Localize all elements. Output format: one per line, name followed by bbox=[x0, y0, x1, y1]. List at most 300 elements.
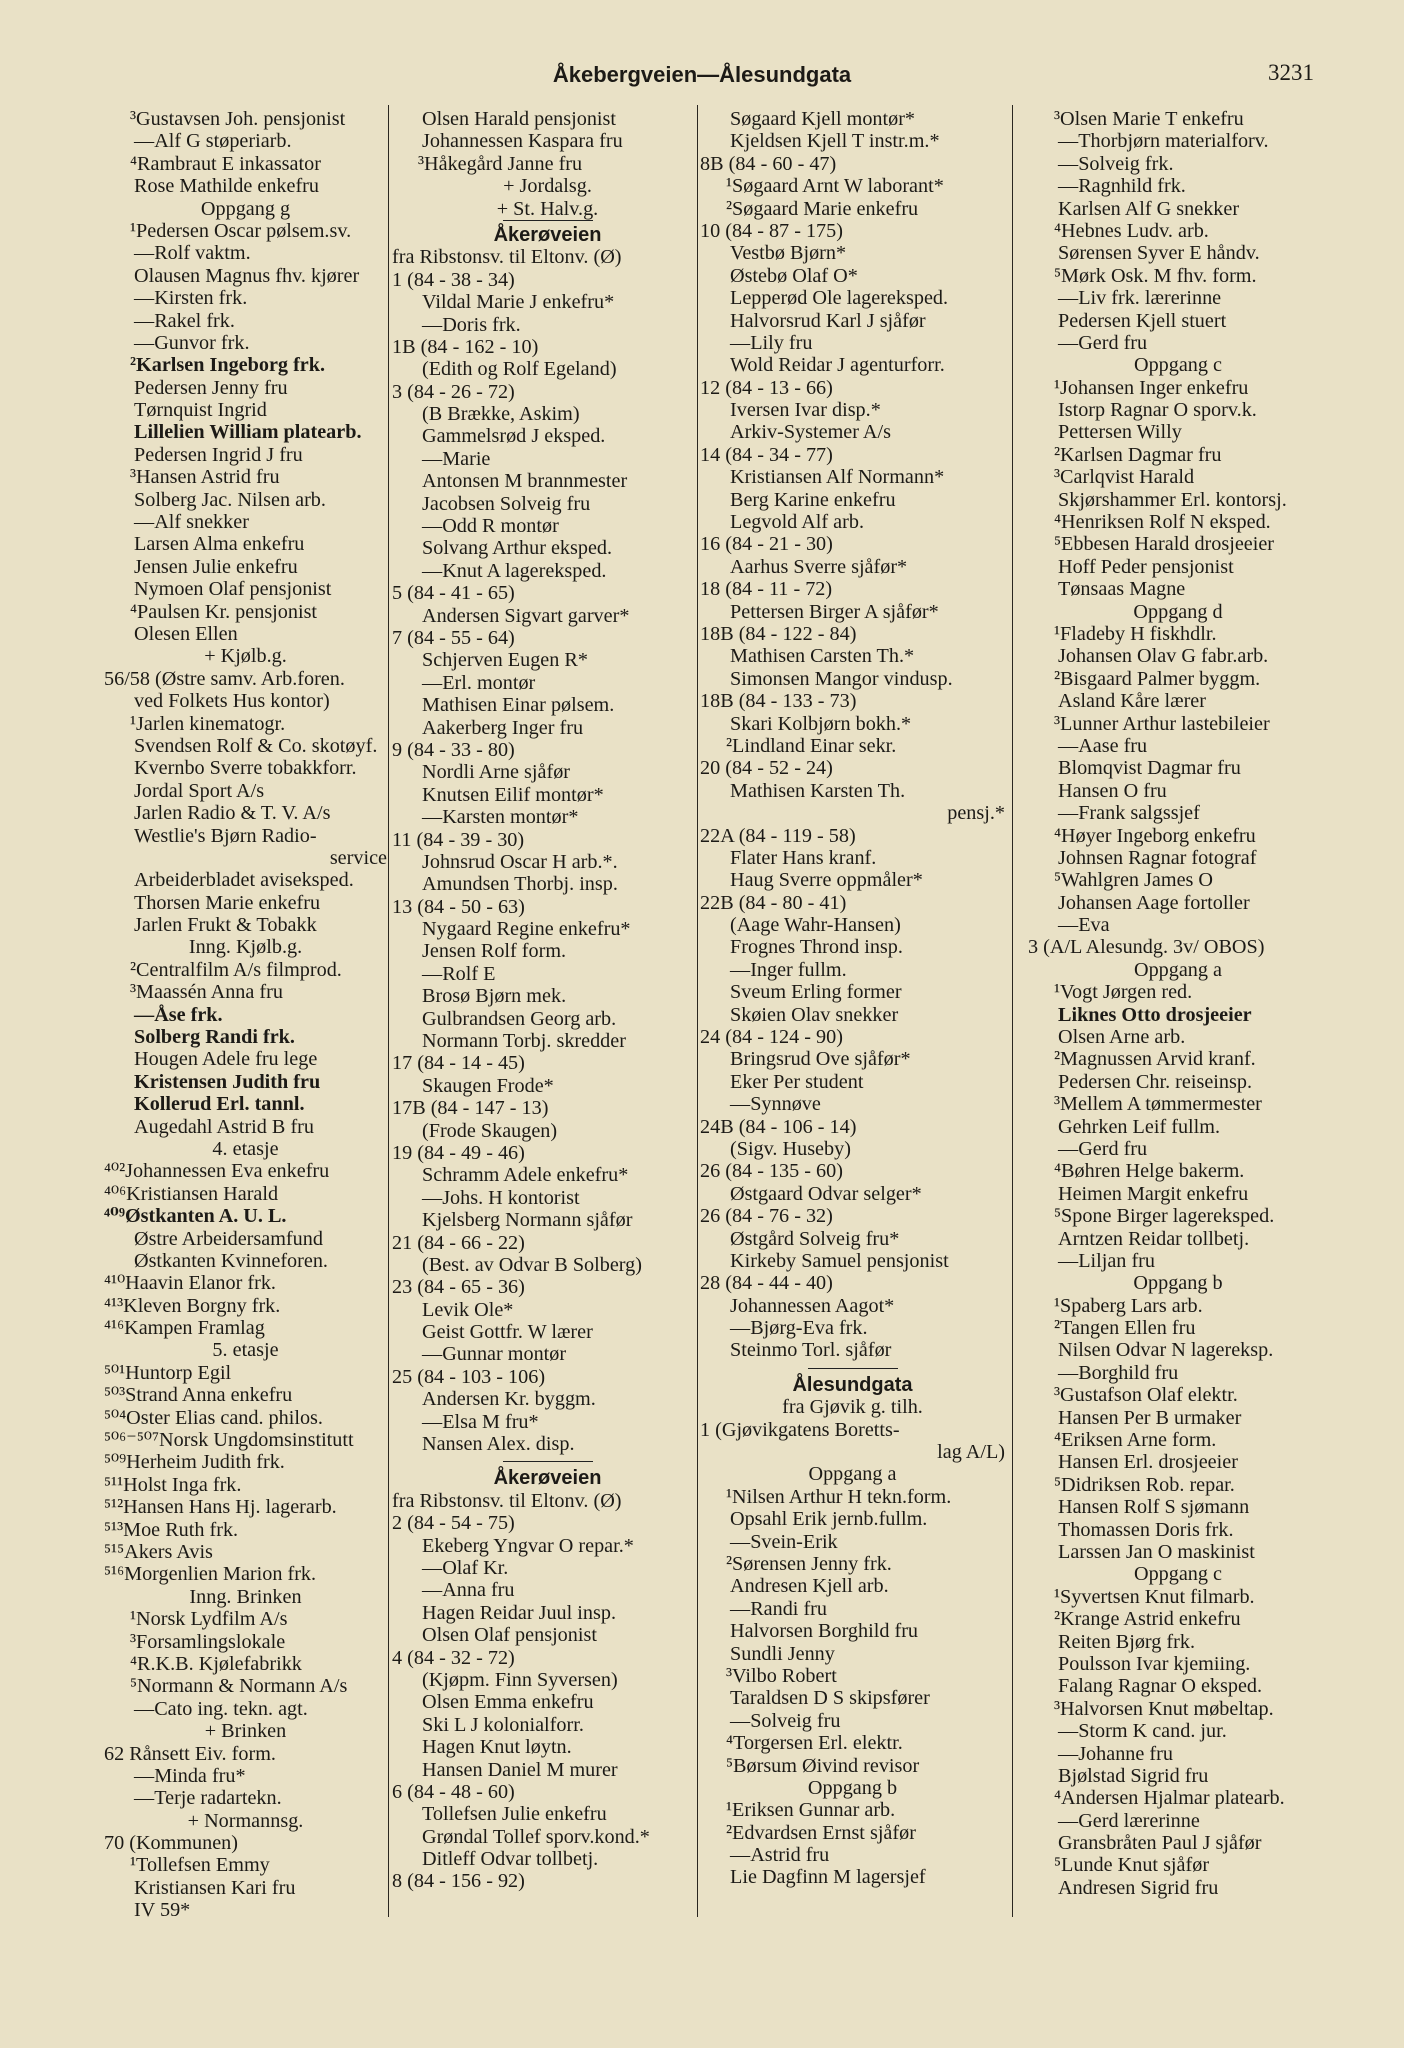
directory-column-3 bbox=[700, 108, 1005, 1889]
directory-entry: ¹Fladeby H fiskhdlr. bbox=[1054, 622, 1217, 645]
directory-entry: ⁵Lunde Knut sjåfør bbox=[1054, 1854, 1210, 1877]
directory-entry: Andersen Sigvart garver* bbox=[422, 604, 630, 627]
directory-entry: Jarlen Radio & T. V. A/s bbox=[134, 802, 331, 825]
directory-entry: ³Gustafson Olaf elektr. bbox=[1054, 1384, 1238, 1407]
directory-entry: Olsen Olaf pensjonist bbox=[422, 1624, 597, 1647]
section-label: Inng. Brinken bbox=[189, 1585, 302, 1608]
directory-entry: 19 (84 - 49 - 46) bbox=[392, 1141, 525, 1164]
directory-entry: Steinmo Torl. sjåfør bbox=[730, 1339, 892, 1362]
directory-entry: 3 (84 - 26 - 72) bbox=[392, 380, 515, 403]
directory-entry: Wold Reidar J agenturforr. bbox=[730, 354, 945, 377]
directory-entry: —Gerd fru bbox=[1058, 331, 1148, 354]
directory-entry: Antonsen M brannmester bbox=[422, 470, 628, 493]
directory-entry: (B Brække, Askim) bbox=[422, 403, 580, 426]
directory-entry: Poulsson Ivar kjemiing. bbox=[1058, 1652, 1251, 1675]
directory-entry: Nygaard Regine enkefru* bbox=[422, 918, 631, 941]
directory-entry: —Terje radartekn. bbox=[134, 1787, 282, 1810]
directory-entry: ²Sørensen Jenny frk. bbox=[726, 1553, 892, 1575]
directory-entry: Svendsen Rolf & Co. skotøyf. bbox=[134, 734, 378, 757]
directory-entry: Vestbø Bjørn* bbox=[730, 242, 847, 265]
column-divider bbox=[388, 105, 389, 1917]
directory-entry: 22A (84 - 119 - 58) bbox=[700, 824, 856, 847]
page-number: 3231 bbox=[1268, 60, 1314, 85]
directory-entry: Olesen Ellen bbox=[134, 622, 238, 645]
directory-entry: Skøien Olav snekker bbox=[730, 1003, 899, 1026]
directory-entry: 9 (84 - 33 - 80) bbox=[392, 738, 515, 761]
directory-entry: Kvernbo Sverre tobakkforr. bbox=[134, 757, 357, 780]
directory-entry: Kristensen Judith fru bbox=[134, 1070, 321, 1093]
directory-entry: —Randi fru bbox=[730, 1597, 827, 1620]
directory-entry: 4 (84 - 32 - 72) bbox=[392, 1646, 515, 1669]
directory-entry: ⁵¹⁵Akers Avis bbox=[104, 1541, 213, 1563]
directory-entry: Olsen Harald pensjonist bbox=[422, 108, 616, 130]
directory-entry: 24B (84 - 106 - 14) bbox=[700, 1115, 857, 1138]
directory-entry: ⁵Mørk Osk. M fhv. form. bbox=[1054, 264, 1257, 287]
directory-entry: Jensen Rolf form. bbox=[422, 940, 567, 963]
directory-entry: ⁵¹⁶Morgenlien Marion frk. bbox=[104, 1563, 317, 1586]
directory-entry: Nordli Arne sjåfør bbox=[422, 761, 571, 784]
directory-entry: Pettersen Willy bbox=[1058, 421, 1182, 444]
section-label: Oppgang a bbox=[808, 1463, 897, 1486]
directory-entry: Thomassen Doris frk. bbox=[1058, 1518, 1234, 1541]
directory-entry: —Gunnar montør bbox=[422, 1343, 567, 1366]
directory-entry: ¹Spaberg Lars arb. bbox=[1054, 1294, 1203, 1317]
directory-entry: Thorsen Marie enkefru bbox=[134, 891, 321, 914]
directory-entry: ¹Søgaard Arnt W laborant* bbox=[726, 175, 944, 198]
directory-entry: Bringsrud Ove sjåfør* bbox=[730, 1048, 911, 1071]
directory-entry: ⁴Henriksen Rolf N eksped. bbox=[1054, 511, 1271, 534]
directory-entry: 2 (84 - 54 - 75) bbox=[392, 1512, 515, 1535]
directory-entry: Karlsen Alf G snekker bbox=[1058, 197, 1240, 220]
directory-entry: ¹Pedersen Oscar pølsem.sv. bbox=[130, 219, 352, 242]
directory-entry: 26 (84 - 135 - 60) bbox=[700, 1160, 843, 1183]
directory-entry: Nymoen Olaf pensjonist bbox=[134, 578, 332, 601]
directory-entry: Schramm Adele enkefru* bbox=[422, 1164, 629, 1187]
directory-entry: Gammelsrød J eksped. bbox=[422, 425, 606, 448]
directory-entry: Nilsen Odvar N lagereksp. bbox=[1058, 1339, 1274, 1362]
directory-entry: ⁵Wahlgren James O bbox=[1054, 869, 1214, 892]
directory-entry: Kollerud Erl. tannl. bbox=[134, 1093, 305, 1116]
directory-entry: —Ragnhild frk. bbox=[1058, 175, 1186, 198]
section-label: Inng. Kjølb.g. bbox=[188, 936, 303, 959]
directory-entry: 13 (84 - 50 - 63) bbox=[392, 895, 525, 918]
section-label: 5. etasje bbox=[212, 1339, 279, 1362]
directory-entry: ²Bisgaard Palmer byggm. bbox=[1054, 667, 1261, 690]
directory-entry: Hansen Per B urmaker bbox=[1058, 1406, 1242, 1429]
directory-entry: Olausen Magnus fhv. kjører bbox=[134, 264, 360, 287]
section-label: Oppgang d bbox=[1133, 600, 1223, 623]
section-rule bbox=[808, 1368, 898, 1369]
directory-entry: Frognes Thrond insp. bbox=[730, 936, 903, 959]
directory-entry: Aarhus Sverre sjåfør* bbox=[730, 555, 908, 578]
directory-entry: —Thorbjørn materialforv. bbox=[1058, 130, 1269, 153]
directory-entry: ved Folkets Hus kontor) bbox=[134, 690, 330, 713]
directory-entry: fra Ribstonsv. til Eltonv. (Ø) bbox=[392, 1489, 622, 1512]
directory-entry: (Frode Skaugen) bbox=[422, 1119, 558, 1142]
directory-entry: Andresen Sigrid fru bbox=[1058, 1876, 1219, 1899]
directory-entry: Hansen Erl. drosjeeier bbox=[1058, 1451, 1238, 1474]
directory-entry: fra Ribstonsv. til Eltonv. (Ø) bbox=[392, 246, 622, 269]
directory-entry: Johansen Olav G fabr.arb. bbox=[1058, 645, 1269, 668]
directory-entry: —Elsa M fru* bbox=[422, 1410, 539, 1433]
directory-entry: 18B (84 - 133 - 73) bbox=[700, 690, 857, 713]
directory-entry: Tønsaas Magne bbox=[1058, 578, 1186, 601]
directory-entry: Jarlen Frukt & Tobakk bbox=[134, 914, 317, 937]
directory-entry: Normann Torbj. skredder bbox=[422, 1030, 626, 1053]
directory-entry: Hagen Knut løytn. bbox=[422, 1736, 572, 1759]
directory-entry: Sundli Jenny bbox=[730, 1642, 835, 1665]
directory-entry: Østgaard Odvar selger* bbox=[730, 1182, 922, 1205]
directory-entry: ⁴Rambraut E inkassator bbox=[130, 152, 321, 175]
directory-entry: —Gerd fru bbox=[1058, 1137, 1148, 1160]
directory-entry: —Solveig fru bbox=[730, 1709, 841, 1732]
directory-entry: 23 (84 - 65 - 36) bbox=[392, 1276, 525, 1299]
directory-entry: ³Gustavsen Joh. pensjonist bbox=[130, 108, 346, 130]
directory-entry: 25 (84 - 103 - 106) bbox=[392, 1365, 546, 1388]
directory-entry: ⁴Høyer Ingeborg enkefru bbox=[1054, 824, 1256, 847]
section-label: + Jordalsg. bbox=[503, 175, 592, 198]
directory-entry: —Inger fullm. bbox=[730, 958, 847, 981]
directory-entry: 8 (84 - 156 - 92) bbox=[392, 1870, 525, 1893]
section-label: Oppgang c bbox=[1133, 354, 1222, 377]
directory-entry: Halvorsen Borghild fru bbox=[730, 1620, 919, 1643]
directory-entry: ¹Nilsen Arthur H tekn.form. bbox=[726, 1485, 952, 1508]
directory-entry: Johannessen Aagot* bbox=[730, 1294, 895, 1317]
directory-entry: Sørensen Syver E håndv. bbox=[1058, 242, 1260, 265]
directory-entry: 21 (84 - 66 - 22) bbox=[392, 1231, 525, 1254]
directory-entry: Hoff Peder pensjonist bbox=[1058, 555, 1234, 578]
directory-entry: Vildal Marie J enkefru* bbox=[422, 291, 615, 314]
directory-entry: ⁵¹²Hansen Hans Hj. lagerarb. bbox=[104, 1496, 337, 1519]
directory-entry: ²Søgaard Marie enkefru bbox=[726, 197, 919, 220]
directory-entry: 1 (Gjøvikgatens Boretts- bbox=[700, 1418, 900, 1441]
directory-entry: Sveum Erling former bbox=[730, 981, 902, 1004]
directory-entry: ⁵⁰⁶⁻⁵⁰⁷Norsk Ungdomsinstitutt bbox=[104, 1429, 354, 1452]
directory-entry: Kjelsberg Normann sjåfør bbox=[422, 1209, 633, 1232]
directory-entry: 62 Rånsett Eiv. form. bbox=[104, 1742, 276, 1765]
directory-entry: Søgaard Kjell montør* bbox=[730, 108, 916, 130]
directory-entry: ⁴Hebnes Ludv. arb. bbox=[1054, 219, 1209, 242]
directory-entry: Johannessen Kaspara fru bbox=[422, 130, 623, 153]
directory-entry: lag A/L) bbox=[937, 1441, 1005, 1464]
directory-entry: Tollefsen Julie enkefru bbox=[422, 1803, 607, 1826]
directory-entry: —Liljan fru bbox=[1058, 1249, 1155, 1272]
directory-entry: 7 (84 - 55 - 64) bbox=[392, 626, 515, 649]
directory-entry: Brosø Bjørn mek. bbox=[422, 985, 567, 1008]
street-heading: Åkerøveien bbox=[493, 223, 602, 246]
directory-entry: Solvang Arthur eksped. bbox=[422, 537, 613, 560]
directory-entry: 22B (84 - 80 - 41) bbox=[700, 891, 847, 914]
directory-entry: —Cato ing. tekn. agt. bbox=[134, 1697, 308, 1720]
directory-entry: —Alf snekker bbox=[134, 511, 249, 534]
directory-entry: Reiten Bjørg frk. bbox=[1058, 1630, 1195, 1653]
directory-entry: ⁴¹⁰Haavin Elanor frk. bbox=[104, 1272, 276, 1295]
directory-entry: 1 (84 - 38 - 34) bbox=[392, 268, 515, 291]
directory-entry: ⁴⁰²Johannessen Eva enkefru bbox=[104, 1160, 330, 1183]
directory-entry: Arkiv-Systemer A/s bbox=[730, 421, 891, 444]
directory-entry: IV 59* bbox=[134, 1899, 191, 1922]
directory-entry: 24 (84 - 124 - 90) bbox=[700, 1026, 843, 1049]
directory-entry: ²Magnussen Arvid kranf. bbox=[1054, 1048, 1256, 1071]
directory-entry: 18 (84 - 11 - 72) bbox=[700, 578, 833, 601]
street-heading: Åkerøveien bbox=[493, 1467, 602, 1490]
directory-entry: ⁵¹³Moe Ruth frk. bbox=[104, 1518, 239, 1541]
directory-entry: Augedahl Astrid B fru bbox=[134, 1115, 314, 1138]
directory-entry: ³Lunner Arthur lastebileier bbox=[1054, 712, 1270, 735]
directory-entry: Taraldsen D S skipsfører bbox=[730, 1687, 930, 1710]
directory-entry: ⁴Eriksen Arne form. bbox=[1054, 1429, 1217, 1452]
directory-entry: Arntzen Reidar tollbetj. bbox=[1058, 1227, 1250, 1250]
directory-entry: —Minda fru* bbox=[134, 1764, 246, 1787]
directory-entry: —Borghild fru bbox=[1058, 1361, 1179, 1384]
directory-entry: ³Forsamlingslokale bbox=[130, 1630, 286, 1653]
directory-entry: Nansen Alex. disp. bbox=[422, 1433, 575, 1456]
section-label: 4. etasje bbox=[212, 1137, 279, 1160]
directory-column-2 bbox=[392, 108, 703, 1893]
directory-entry: Mathisen Karsten Th. bbox=[730, 779, 906, 802]
directory-entry: ¹Johansen Inger enkefru bbox=[1054, 376, 1249, 399]
directory-entry: ²Centralfilm A/s filmprod. bbox=[130, 958, 342, 981]
directory-entry: Tørnquist Ingrid bbox=[134, 399, 267, 422]
directory-entry: Geist Gottfr. W lærer bbox=[422, 1321, 593, 1344]
directory-entry: Heimen Margit enkefru bbox=[1058, 1182, 1249, 1205]
directory-entry: —Solveig frk. bbox=[1058, 152, 1174, 175]
directory-entry: —Olaf Kr. bbox=[422, 1557, 509, 1579]
page-title: Åkebergveien—Ålesundgata bbox=[552, 62, 852, 87]
section-rule bbox=[503, 1461, 593, 1462]
directory-entry: Asland Kåre lærer bbox=[1058, 690, 1206, 713]
directory-entry: ¹Vogt Jørgen red. bbox=[1054, 981, 1193, 1004]
directory-entry: Østgård Solveig fru* bbox=[730, 1227, 900, 1250]
directory-entry: Lepperød Ole lagereksped. bbox=[730, 287, 949, 310]
directory-entry: Blomqvist Dagmar fru bbox=[1058, 757, 1241, 780]
directory-entry: ⁵¹¹Holst Inga frk. bbox=[104, 1473, 242, 1496]
section-label: Oppgang a bbox=[1133, 958, 1222, 981]
directory-entry: Solberg Randi frk. bbox=[134, 1026, 295, 1049]
directory-entry: ²Edvardsen Ernst sjåfør bbox=[726, 1821, 916, 1844]
directory-entry: Skari Kolbjørn bokh.* bbox=[730, 712, 912, 735]
directory-entry: ⁴¹⁶Kampen Framlag bbox=[104, 1317, 265, 1340]
directory-entry: Johansen Aage fortoller bbox=[1058, 891, 1250, 914]
directory-entry: Østebø Olaf O* bbox=[730, 264, 858, 287]
directory-entry: ⁴Torgersen Erl. elektr. bbox=[726, 1732, 903, 1755]
directory-entry: —Johanne fru bbox=[1058, 1742, 1173, 1765]
directory-entry: 12 (84 - 13 - 66) bbox=[700, 376, 833, 399]
directory-entry: Hagen Reidar Juul insp. bbox=[422, 1601, 616, 1624]
directory-entry: —Kirsten frk. bbox=[134, 287, 248, 310]
directory-entry: 17B (84 - 147 - 13) bbox=[392, 1097, 549, 1120]
directory-entry: 1B (84 - 162 - 10) bbox=[392, 335, 539, 358]
directory-entry: —Eva bbox=[1058, 914, 1110, 937]
directory-entry: Gehrken Leif fullm. bbox=[1058, 1115, 1221, 1138]
directory-entry: Aakerberg Inger fru bbox=[422, 716, 584, 739]
directory-entry: —Aase fru bbox=[1058, 734, 1148, 757]
directory-entry: Levik Ole* bbox=[422, 1298, 514, 1321]
directory-entry: Jacobsen Solveig fru bbox=[422, 492, 591, 515]
directory-entry: —Rolf E bbox=[422, 962, 496, 985]
directory-entry: ⁵⁰⁴Oster Elias cand. philos. bbox=[104, 1406, 323, 1429]
directory-entry: 26 (84 - 76 - 32) bbox=[700, 1205, 833, 1228]
directory-entry: 14 (84 - 34 - 77) bbox=[700, 443, 833, 466]
directory-entry: Knutsen Eilif montør* bbox=[422, 783, 604, 806]
directory-entry: 8B (84 - 60 - 47) bbox=[700, 152, 837, 175]
directory-entry: Hansen Rolf S sjømann bbox=[1058, 1496, 1250, 1519]
column-divider bbox=[1012, 105, 1013, 1917]
directory-entry: —Storm K cand. jur. bbox=[1058, 1720, 1227, 1743]
directory-entry: Østre Arbeidersamfund bbox=[134, 1227, 323, 1250]
directory-entry: ⁵Spone Birger lagereksped. bbox=[1054, 1205, 1275, 1228]
directory-entry: Pedersen Chr. reiseinsp. bbox=[1058, 1070, 1252, 1093]
directory-entry: —Rolf vaktm. bbox=[134, 242, 251, 265]
directory-entry: Flater Hans kranf. bbox=[730, 846, 877, 869]
directory-column-4 bbox=[1028, 108, 1328, 1899]
directory-entry: Skjørshammer Erl. kontorsj. bbox=[1058, 488, 1287, 511]
directory-entry: 5 (84 - 41 - 65) bbox=[392, 582, 515, 605]
directory-entry: Kristiansen Alf Normann* bbox=[730, 466, 945, 489]
directory-entry: Østkanten Kvinneforen. bbox=[134, 1249, 328, 1272]
directory-entry: ⁵Ebbesen Harald drosjeeier bbox=[1054, 533, 1275, 556]
directory-entry: Hansen O fru bbox=[1058, 779, 1167, 802]
directory-entry: 18B (84 - 122 - 84) bbox=[700, 622, 857, 645]
directory-entry: Lillelien William platearb. bbox=[134, 421, 362, 444]
directory-entry: Andersen Kr. byggm. bbox=[422, 1388, 596, 1411]
directory-entry: Amundsen Thorbj. insp. bbox=[422, 873, 618, 896]
directory-entry: Liknes Otto drosjeeier bbox=[1058, 1003, 1252, 1026]
directory-entry: ²Tangen Ellen fru bbox=[1054, 1317, 1196, 1340]
directory-entry: —Odd R montør bbox=[422, 515, 559, 538]
directory-entry: —Svein-Erik bbox=[730, 1530, 838, 1553]
directory-entry: ²Krange Astrid enkefru bbox=[1054, 1608, 1241, 1631]
directory-entry: 11 (84 - 39 - 30) bbox=[392, 828, 525, 851]
directory-entry: —Johs. H kontorist bbox=[422, 1186, 580, 1209]
directory-entry: ³Halvorsen Knut møbeltap. bbox=[1054, 1697, 1274, 1720]
section-label: Oppgang b bbox=[1133, 1272, 1223, 1295]
directory-entry: ⁴Andersen Hjalmar platearb. bbox=[1054, 1787, 1285, 1810]
directory-entry: Larssen Jan O maskinist bbox=[1058, 1541, 1255, 1563]
directory-entry: ¹Tollefsen Emmy bbox=[130, 1854, 270, 1877]
directory-entry: (Best. av Odvar B Solberg) bbox=[422, 1253, 642, 1276]
directory-entry: ⁴Bøhren Helge bakerm. bbox=[1054, 1160, 1245, 1183]
section-rule bbox=[503, 220, 593, 221]
directory-entry: Legvold Alf arb. bbox=[730, 511, 864, 534]
directory-entry: —Doris frk. bbox=[422, 313, 521, 336]
section-label: Oppgang g bbox=[200, 197, 291, 220]
directory-entry: (Edith og Rolf Egeland) bbox=[422, 358, 617, 381]
directory-entry: Olsen Emma enkefru bbox=[422, 1691, 594, 1714]
directory-entry: Hansen Daniel M murer bbox=[422, 1758, 618, 1781]
section-label: + Brinken bbox=[204, 1720, 287, 1743]
directory-entry: ³Håkegård Janne fru bbox=[418, 152, 583, 175]
directory-entry: Ekeberg Yngvar O repar.* bbox=[422, 1534, 634, 1557]
directory-entry: ³Vilbo Robert bbox=[726, 1664, 837, 1687]
directory-entry: ⁴⁰⁹Østkanten A. U. L. bbox=[104, 1205, 287, 1228]
directory-entry: ¹Syvertsen Knut filmarb. bbox=[1054, 1585, 1255, 1608]
directory-entry: ¹Norsk Lydfilm A/s bbox=[130, 1608, 288, 1631]
directory-entry: ³Olsen Marie T enkefru bbox=[1054, 108, 1244, 130]
directory-entry: ³Maassén Anna fru bbox=[130, 981, 283, 1004]
directory-entry: 10 (84 - 87 - 175) bbox=[700, 219, 843, 242]
directory-entry: Johnsrud Oscar H arb.*. bbox=[422, 850, 618, 873]
directory-entry: ³Carlqvist Harald bbox=[1054, 466, 1195, 489]
directory-entry: ⁵⁰⁹Herheim Judith frk. bbox=[104, 1451, 285, 1474]
directory-entry: Mathisen Carsten Th.* bbox=[730, 645, 915, 668]
directory-entry: ⁴⁰⁶Kristiansen Harald bbox=[104, 1182, 279, 1205]
directory-entry: Hougen Adele fru lege bbox=[134, 1048, 318, 1071]
directory-entry: —Karsten montør* bbox=[422, 806, 579, 829]
directory-entry: 20 (84 - 52 - 24) bbox=[700, 757, 833, 780]
directory-entry: Westlie's Bjørn Radio- bbox=[134, 824, 317, 847]
directory-entry: —Synnøve bbox=[730, 1093, 821, 1116]
directory-entry: Bjølstad Sigrid fru bbox=[1058, 1764, 1209, 1787]
directory-entry: —Frank salgssjef bbox=[1058, 802, 1200, 825]
directory-entry: ³Hansen Astrid fru bbox=[130, 466, 280, 489]
directory-column-1 bbox=[104, 108, 387, 1922]
directory-entry: ⁵⁰¹Huntorp Egil bbox=[104, 1361, 232, 1384]
section-label: + Normannsg. bbox=[187, 1809, 304, 1832]
directory-entry: Grøndal Tollef sporv.kond.* bbox=[422, 1825, 650, 1848]
directory-entry: —Erl. montør bbox=[422, 671, 536, 694]
directory-entry: —Lily fru bbox=[730, 331, 813, 354]
directory-entry: Halvorsrud Karl J sjåfør bbox=[730, 309, 926, 332]
directory-entry: ²Karlsen Dagmar fru bbox=[1054, 443, 1222, 466]
directory-entry: 70 (Kommunen) bbox=[104, 1832, 238, 1855]
directory-entry: —Rakel frk. bbox=[134, 309, 235, 332]
directory-entry: Ski L J kolonialforr. bbox=[422, 1713, 584, 1736]
directory-entry: Falang Ragnar O eksped. bbox=[1058, 1675, 1263, 1698]
directory-entry: (Kjøpm. Finn Syversen) bbox=[422, 1668, 618, 1691]
directory-entry: —Gunvor frk. bbox=[134, 331, 250, 354]
directory-entry: —Åse frk. bbox=[134, 1003, 223, 1026]
directory-entry: ²Karlsen Ingeborg frk. bbox=[130, 354, 326, 377]
directory-entry: Schjerven Eugen R* bbox=[422, 649, 588, 672]
directory-entry: ³Mellem A tømmermester bbox=[1054, 1093, 1262, 1116]
directory-entry: Kirkeby Samuel pensjonist bbox=[730, 1249, 949, 1272]
directory-entry: —Alf G støperiarb. bbox=[134, 130, 292, 153]
directory-entry: 3 (A/L Alesundg. 3v/ OBOS) bbox=[1028, 936, 1265, 959]
directory-entry: ⁵Didriksen Rob. repar. bbox=[1054, 1473, 1235, 1496]
directory-entry: Haug Sverre oppmåler* bbox=[730, 869, 923, 892]
directory-entry: Pedersen Ingrid J fru bbox=[134, 443, 303, 466]
directory-entry: Eker Per student bbox=[730, 1070, 864, 1093]
directory-entry: ⁵Normann & Normann A/s bbox=[130, 1675, 348, 1698]
directory-entry: (Aage Wahr-Hansen) bbox=[730, 914, 901, 937]
directory-entry: Rose Mathilde enkefru bbox=[134, 175, 319, 198]
directory-entry: Johnsen Ragnar fotograf bbox=[1058, 846, 1257, 869]
street-heading: Ålesundgata bbox=[792, 1373, 913, 1396]
directory-entry: Jensen Julie enkefru bbox=[134, 555, 298, 578]
directory-entry: —Anna fru bbox=[422, 1579, 515, 1602]
directory-entry: 56/58 (Østre samv. Arb.foren. bbox=[104, 667, 345, 690]
directory-entry: Pettersen Birger A sjåfør* bbox=[730, 600, 939, 623]
directory-entry: 6 (84 - 48 - 60) bbox=[392, 1780, 515, 1803]
directory-entry: Gulbrandsen Georg arb. bbox=[422, 1007, 617, 1030]
directory-entry: —Bjørg-Eva frk. bbox=[730, 1317, 868, 1340]
directory-entry: Larsen Alma enkefru bbox=[134, 533, 305, 556]
directory-entry: Andresen Kjell arb. bbox=[730, 1575, 889, 1598]
directory-entry: 28 (84 - 44 - 40) bbox=[700, 1272, 833, 1295]
directory-entry: ⁵Børsum Øivind revisor bbox=[726, 1754, 920, 1777]
directory-entry: Iversen Ivar disp.* bbox=[730, 399, 881, 422]
directory-entry: Olsen Arne arb. bbox=[1058, 1026, 1186, 1049]
directory-entry: Berg Karine enkefru bbox=[730, 488, 896, 511]
section-label: + St. Halv.g. bbox=[496, 197, 599, 220]
directory-entry: Istorp Ragnar O sporv.k. bbox=[1058, 399, 1257, 422]
directory-entry: 17 (84 - 14 - 45) bbox=[392, 1052, 525, 1075]
directory-entry: —Astrid fru bbox=[730, 1844, 830, 1867]
directory-entry: —Marie bbox=[422, 447, 491, 470]
directory-entry: ⁴¹³Kleven Borgny frk. bbox=[104, 1294, 281, 1317]
directory-entry: service bbox=[329, 846, 387, 869]
